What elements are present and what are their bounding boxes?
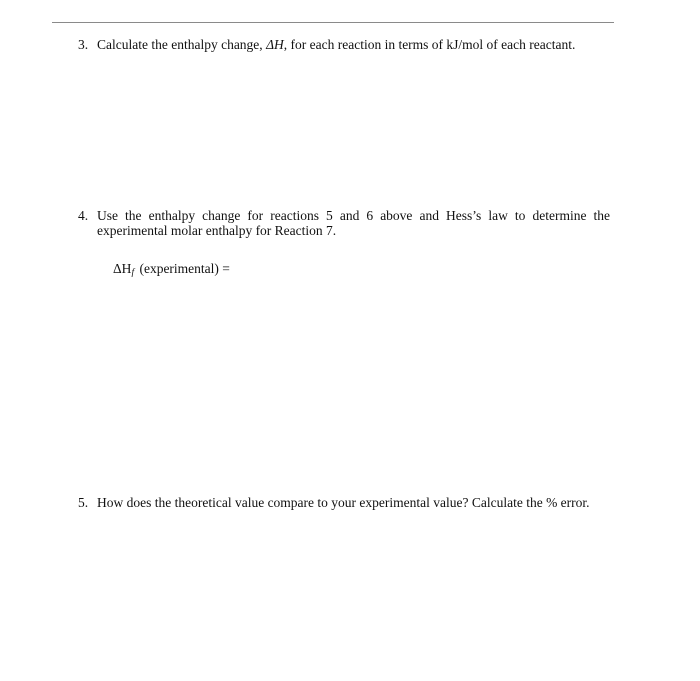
question-5-number: 5. <box>78 495 89 510</box>
delta-h-label: ΔH <box>113 261 132 276</box>
question-4-text: Use the enthalpy change for reactions 5 and 6 above and Hess’s law to determine the experimental molar enthalpy for Reaction 7. <box>97 208 610 238</box>
question-3 <box>78 37 610 52</box>
question-3-text <box>97 37 610 52</box>
question-3-text-end: , for each reaction in terms of kJ/mol of each reactant. <box>283 37 576 52</box>
enthalpy-symbol: ΔH <box>266 37 284 52</box>
question-5-text: How does the theoretical value compare to your experimental value? Calculate the % error. <box>97 495 590 510</box>
question-4-number: 4. <box>78 208 89 223</box>
question-5 <box>78 495 610 510</box>
question-3-text-start: Calculate the enthalpy change, <box>97 37 267 52</box>
experimental-label: (experimental) = <box>136 261 230 276</box>
top-divider <box>52 22 614 23</box>
question-3-number: 3. <box>78 37 89 52</box>
question-4 <box>78 208 610 238</box>
formation-subscript: f <box>131 268 135 278</box>
question-4-answer-prompt <box>113 261 230 281</box>
